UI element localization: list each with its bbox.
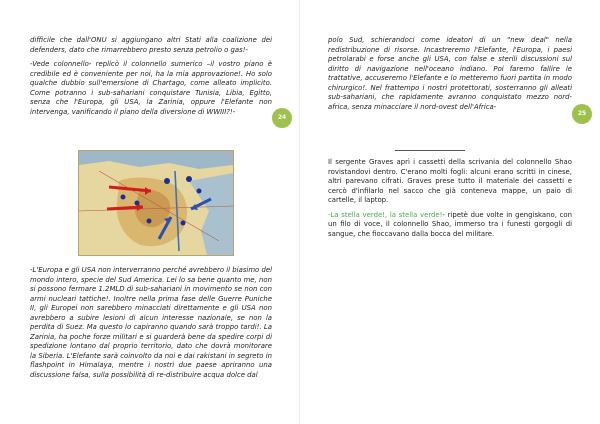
right-paragraph-3	[328, 211, 572, 240]
map-marker-1	[164, 178, 170, 184]
map-marker-6	[197, 189, 202, 194]
right-paragraph-2: Il sergente Graves aprì i cassetti della scrivania del colonnello Shao rovistandovi dentro. C'erano molti fogli: alcuni erano scritti in cinese, altri parevano cifrati. Graves prese tutto il materiale dei cassetti e cercò d'infilarlo nel sacco che già conteneva mappe, un paio di cartelle, il laptop.	[328, 158, 572, 204]
right-paragraph-3-rest: - ripetè due volte in gengiskano, con un filo di voce, il colonnello Shao, immerso tra i funesti gorgogli di sangue, che fioccavano dalla bocca del militare.	[328, 210, 572, 238]
left-paragraph-3: -L'Europa e gli USA non interverranno perché avrebbero il biasimo del mondo intero, specie del Sud America. Lei lo sa bene quanto me, non si possono fermare 1.2MLD di sub-sahariani in movimento se non con armi nucleari tattiche!. Inoltre nella prima fase delle Guerre Puniche II, gli Europei non sarebbero minacciati direttamente e gli USA non avrebbero a subire lesioni di alcun interesse nazionale, se non la perdita di Suez. Ma questo lo capiranno quando sarà troppo tardi!. La Zarinia, ha poche forze militari e si guarderà bene da spedire corpi di spedizione lontano dal proprio territorio, dato che dovrà monitorare la Siberia. L'Elefante sarà coinvolto da noi e dai rakistani in segreto in flashpoint in Himalaya, mentre i nostri due paese apriranno una discussione falsa, sulla possibilità di re-distribuire acqua dolce dal	[30, 266, 272, 379]
map-marker-5	[181, 221, 186, 226]
right-middle-text	[328, 158, 572, 244]
page-number-badge-left: 24	[272, 108, 292, 128]
left-top-text	[30, 36, 272, 122]
map-marker-2	[186, 176, 192, 182]
green-star-quote: -La stella verde!, la stella verde!	[328, 210, 443, 219]
left-bottom-text	[30, 266, 272, 385]
right-page	[300, 0, 600, 424]
page-number-badge-right: 25	[572, 104, 592, 124]
section-divider	[395, 150, 465, 151]
map-marker-3	[135, 201, 140, 206]
left-paragraph-2: -Vede colonnello- replicò il colonnello sumerico –il vostro piano è credibile ed è conveniente per noi, ha la mia approvazione!. Ho solo qualche dubbio sull'emersione di Chartago, come alleato implicito. Come potranno i sub-sahariani conquistare Tunisia, Libia, Egitto, senza che l'Europa, gli USA, la Zarinia, oppure l'Elefante non intervenga, vanificando il piano della diversione di WWIII?!-	[30, 60, 272, 116]
map-marker-4	[147, 219, 152, 224]
right-paragraph-1: polo Sud, schierandoci come ideatori di un "new deal" nella redistribuzione di risorse. Incastreremo l'Elefante, l'Europa, i paesi petrolarabi e forse anche gli USA, con false e sterili discussioni sul diritto di navigazione nell'oceano indiano. Poi faremo fallire le trattative, accuseremo l'Elefante e lo metteremo fuori partita in modo chirurgico!. Nel frattempo i nostri protettorati, sosterranno gli alleati sub-sahariani, che rapidamente avranno conquistato mezzo nord-africa, senza minacciare il nord-ovest dell'Africa-	[328, 36, 572, 111]
map-marker-7	[121, 195, 126, 200]
map-graphic	[79, 151, 233, 255]
left-paragraph-1: difficile che dall'ONU si aggiungano altri Stati alla coalizione dei defenders, dato che rimarrebbero presto senza petrolio o gas!-	[30, 36, 272, 54]
map-illustration	[78, 150, 234, 256]
right-top-text	[328, 36, 572, 117]
